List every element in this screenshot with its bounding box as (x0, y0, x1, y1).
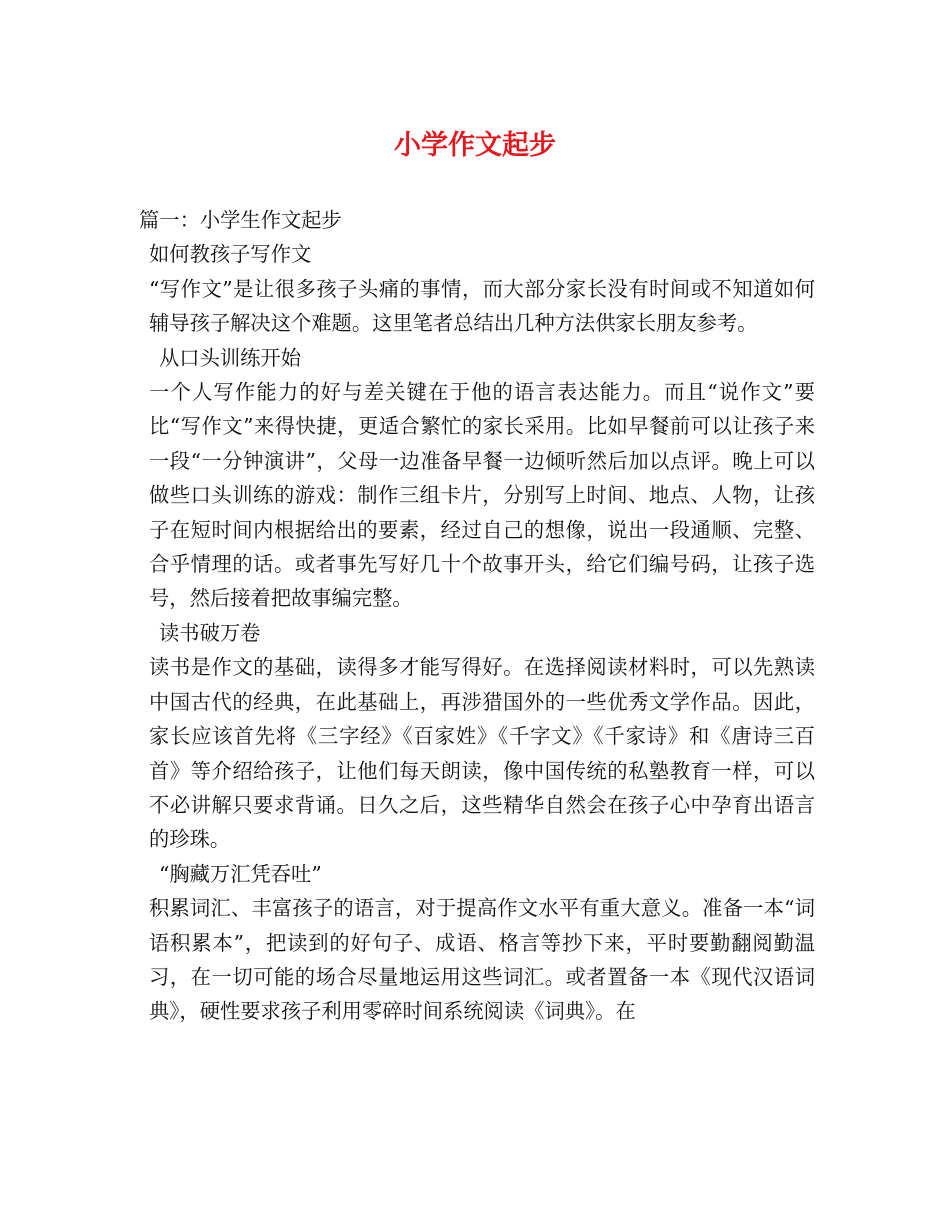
chapter-heading: 篇一：小学生作文起步 (139, 208, 342, 232)
document-title: 小学作文起步 (394, 130, 556, 161)
section-heading-oral-training: 从口头训练开始 (159, 345, 301, 370)
reading-paragraph: 读书是作文的基础，读得多才能写得好。在选择阅读材料时，可以先熟读中国古代的经典，在此基础上，再涉猎国外的一些优秀文学作品。因此，家长应该首先将《三字经》《百家姓》《千字文》《千家诗》和《唐诗三百首》等介绍给孩子，让他们每天朗读，像中国传统的私塾教育一样，可以不必讲解只要求背诵。日久之后，这些精华自然会在孩子心中孕育出语言的珍珠。 (149, 655, 815, 852)
document-body (139, 203, 815, 1029)
article-subtitle: 如何教孩子写作文 (149, 242, 312, 267)
intro-paragraph: “写作文”是让很多孩子头痛的事情，而大部分家长没有时间或不知道如何辅导孩子解决这个难题。这里笔者总结出几种方法供家长朋友参考。 (149, 276, 815, 336)
section-heading-reading: 读书破万卷 (159, 620, 261, 645)
vocabulary-paragraph: 积累词汇、丰富孩子的语言，对于提高作文水平有重大意义。准备一本“词语积累本”，把读到的好句子、成语、格言等抄下来，平时要勤翻阅勤温习，在一切可能的场合尽量地运用这些词汇。或者置备一本《现代汉语词典》，硬性要求孩子利用零碎时间系统阅读《词典》。在 (149, 896, 815, 1024)
section-heading-vocabulary: “胸藏万汇凭吞吐” (159, 861, 322, 886)
oral-training-paragraph: 一个人写作能力的好与差关键在于他的语言表达能力。而且“说作文”要比“写作文”来得快捷，更适合繁忙的家长采用。比如早餐前可以让孩子来一段“一分钟演讲”，父母一边准备早餐一边倾听然后加以点评。晚上可以做些口头训练的游戏：制作三组卡片，分别写上时间、地点、人物，让孩子在短时间内根据给出的要素，经过自己的想像，说出一段通顺、完整、合乎情理的话。或者事先写好几十个故事开头，给它们编号码，让孩子选号，然后接着把故事编完整。 (149, 380, 815, 611)
